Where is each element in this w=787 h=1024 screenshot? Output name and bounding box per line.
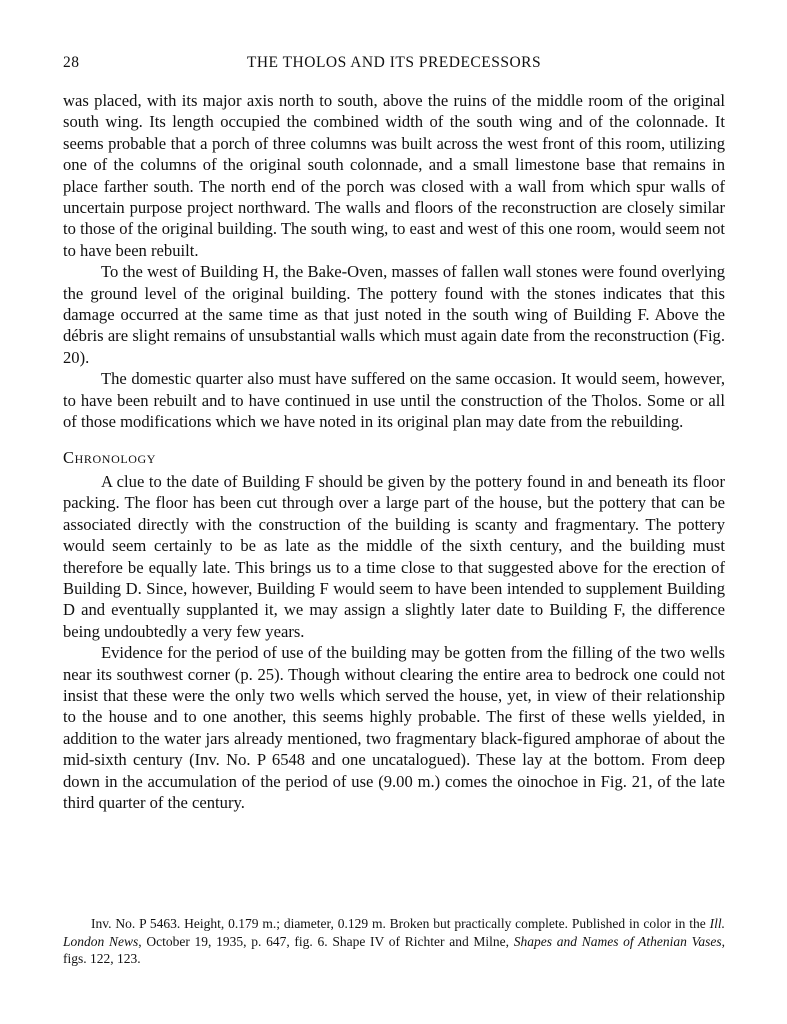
footnote [63,915,725,968]
section-heading-chronology: Chronology [63,447,157,467]
paragraph-5: Evidence for the period of use of the building may be gotten from the filling of the two wells near its southwest corner (p. 25). Though without clearing the entire area to bedrock one could not insist that these were the only two wells which served the house, yet, in view of their relationship to the house and to one another, this seems highly probable. The first of these wells yielded, in addition to the water jars already mentioned, two fragmentary black-figured amphorae of about the mid-sixth century (Inv. No. P 6548 and one uncatalogued). These lay at the bottom. From deep down in the accumulation of the period of use (9.00 m.) comes the oinochoe in Fig. 21, of the late third quarter of the century. [63,643,725,812]
footnote-journal-title: Ill. London News [63,916,725,949]
running-head: THE THOLOS AND ITS PREDECESSORS [246,54,542,71]
footnote-text [63,915,725,968]
paragraph-4: A clue to the date of Building F should be given by the pottery found in and beneath its floor packing. The floor has been cut through over a large part of the house, but the pottery that can be associated directly with the construction of the building is scanty and fragmentary. The pottery would seem certainly to be as late as the middle of the sixth century, and the building must therefore be equally late. This brings us to a time close to that suggested above for the erection of Building D. Since, however, Building F would seem to have been intended to supplement Building D and eventually supplanted it, we may assign a slightly later date to Building F, the difference being undoubtedly a very few years. [63,471,725,641]
paragraph-2: To the west of Building H, the Bake-Oven, masses of fallen wall stones were found overlying the ground level of the original building. The pottery found with the stones indicates that this damage occurred at the same time as that just noted in the south wing of Building F. Above the débris are slight remains of unsubstantial walls which must again date from the reconstruction (Fig. 20). [63,262,725,367]
page-number: 28 [63,54,80,71]
paragraph-3: The domestic quarter also must have suffered on the same occasion. It would seem, however, to have been rebuilt and to have continued in use until the construction of the Tholos. Some or all of those modifications which we have noted in its original plan may date from the rebuilding. [63,369,725,432]
footnote-text-part-2: , October 19, 1935, p. 647, fig. 6. Shape IV of Richter and Milne, [138,933,514,949]
footnote-text-part-1: Inv. No. P 5463. Height, 0.179 m.; diameter, 0.129 m. Broken but practically complete. Published in color in the [91,916,710,931]
body-text [63,90,725,813]
footnote-text-part-3: , figs. 122, 123. [63,933,725,967]
paragraph-1: was placed, with its major axis north to south, above the ruins of the middle room of the original south wing. Its length occupied the combined width of the south wing and of the colonnade. It seems probable that a porch of three columns was built across the west front of this room, utilizing one of the columns of the original south colonnade, and a small limestone base that remains in place farther south. The north end of the porch was closed with a wall from which spur walls of uncertain purpose project northward. The walls and floors of the reconstruction are closely similar to those of the original building. The south wing, to east and west of this one room, would seem not to have been rebuilt. [63,91,725,260]
footnote-book-title: Shapes and Names of Athenian Vases [513,933,722,949]
page-header [63,54,725,78]
